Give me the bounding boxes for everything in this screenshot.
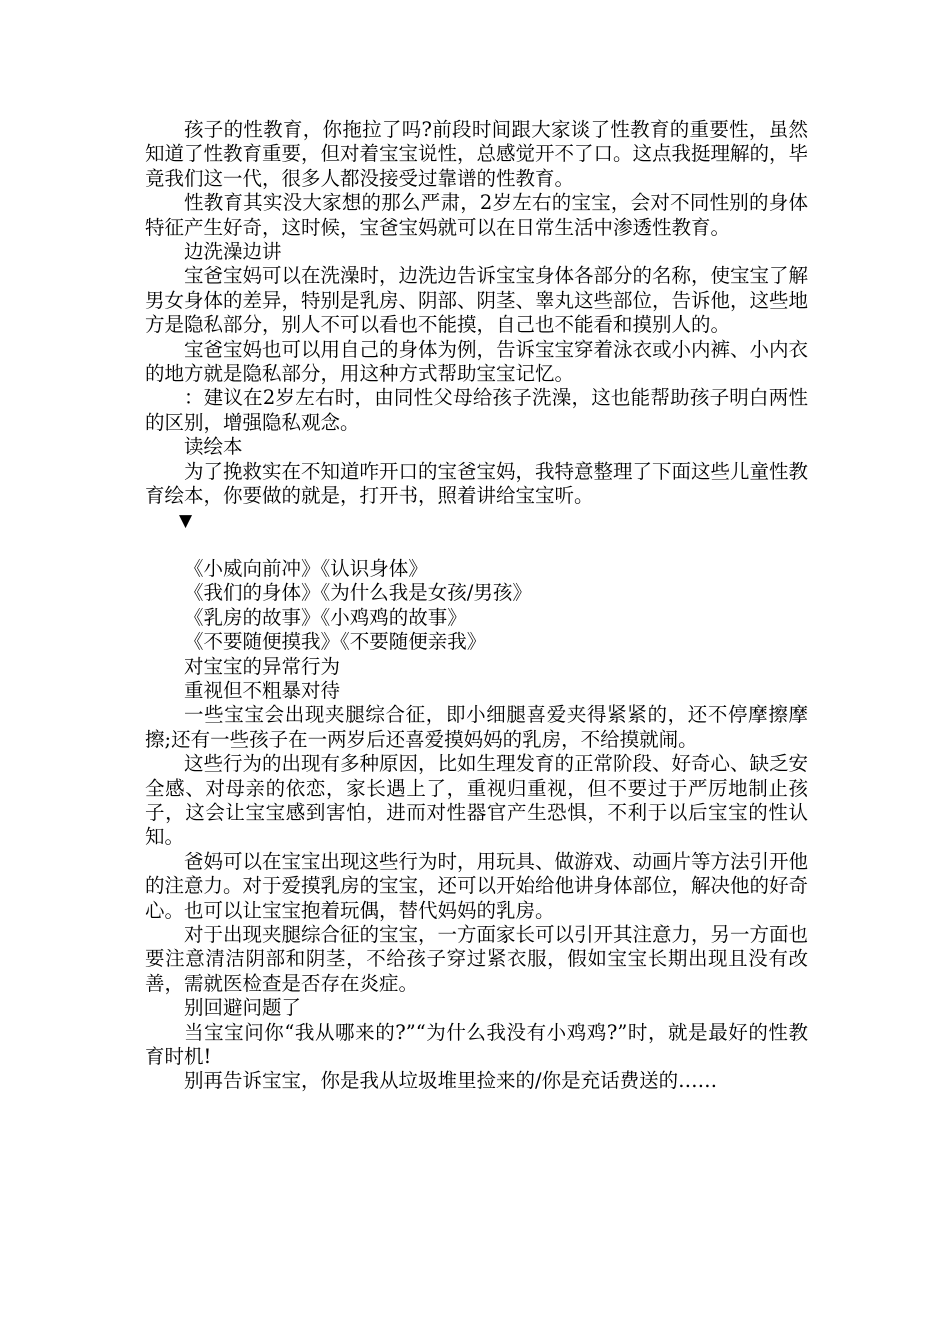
paragraph-books-intro: 为了挽救实在不知道咋开口的宝爸宝妈，我特意整理了下面这些儿童性教育绘本，你要做的就是，打开书，照着讲给宝宝听。 — [145, 459, 809, 508]
paragraph-hygiene: 对于出现夹腿综合征的宝宝，一方面家长可以引开其注意力，另一方面也要注意清洁阴部和阴茎，不给孩子穿过紧衣服，假如宝宝长期出现且没有改善，需就医检查是否存在炎症。 — [145, 923, 809, 995]
book-list-item: 《小威向前冲》《认识身体》 — [184, 556, 428, 580]
paragraph-stop-lying: 别再告诉宝宝，你是我从垃圾堆里捡来的/你是充话费送的…… — [184, 1069, 718, 1093]
paragraph-leg-clamping: 一些宝宝会出现夹腿综合征，即小细腿喜爱夹得紧紧的，还不停摩擦摩擦;还有一些孩子在一两岁后还喜爱摸妈妈的乳房，不给摸就闹。 — [145, 703, 808, 751]
heading-take-seriously: 重视但不粗暴对待 — [184, 678, 341, 702]
paragraph-distraction: 爸妈可以在宝宝出现这些行为时，用玩具、做游戏、动画片等方法引开他的注意力。对于爱摸乳房的宝宝，还可以开始给他讲身体部位，解决他的好奇心。也可以让宝宝抱着玩偶，替代妈妈的乳房。 — [145, 849, 809, 922]
paragraph-causes: 这些行为的出现有多种原因，比如生理发育的正常阶段、好奇心、缺乏安全感、对母亲的依恋，家长遇上了，重视归重视，但不要过于严厉地制止孩子，这会让宝宝感到害怕，进而对性器官产生恐惧，不利于以后宝宝的性认知。 — [145, 752, 809, 849]
heading-abnormal-behavior: 对宝宝的异常行为 — [184, 654, 341, 678]
book-list-item: 《乳房的故事》《小鸡鸡的故事》 — [184, 605, 467, 629]
book-list-item: 《不要随便摸我》《不要随便亲我》 — [184, 630, 487, 654]
down-arrow-icon: ▼ — [179, 510, 193, 531]
spacer — [145, 533, 808, 557]
document-body — [145, 118, 808, 1094]
paragraph-intro: 孩子的性教育，你拖拉了吗?前段时间跟大家谈了性教育的重要性，虽然知道了性教育重要，但对着宝宝说性，总感觉开不了口。这点我挺理解的，毕竟我们这一代，很多人都没接受过靠谱的性教育。 — [145, 118, 809, 190]
paragraph-age-two: 性教育其实没大家想的那么严肃，2岁左右的宝宝，会对不同性别的身体特征产生好奇，这时候，宝爸宝妈就可以在日常生活中渗透性教育。 — [145, 191, 808, 239]
paragraph-bath-names: 宝爸宝妈可以在洗澡时，边洗边告诉宝宝身体各部分的名称，使宝宝了解男女身体的差异，特别是乳房、阴部、阴茎、睾丸这些部位，告诉他，这些地方是隐私部分，别人不可以看也不能摸，自己也不能看和摸别人的。 — [145, 264, 809, 337]
paragraph-best-moment: 当宝宝问你“我从哪来的?”“为什么我没有小鸡鸡?”时，就是最好的性教育时机! — [145, 1020, 808, 1069]
paragraph-own-body: 宝爸宝妈也可以用自己的身体为例，告诉宝宝穿着泳衣或小内裤、小内衣的地方就是隐私部分，用这种方式帮助宝宝记忆。 — [145, 337, 809, 386]
book-list-item: 《我们的身体》《为什么我是女孩/男孩》 — [184, 581, 532, 605]
heading-bath-talk: 边洗澡边讲 — [184, 240, 282, 264]
heading-picture-books: 读绘本 — [184, 435, 243, 459]
paragraph-suggestion: ：建议在2岁左右时，由同性父母给孩子洗澡，这也能帮助孩子明白两性的区别，增强隐私观念。 — [145, 386, 808, 434]
heading-dont-avoid: 别回避问题了 — [184, 996, 302, 1020]
